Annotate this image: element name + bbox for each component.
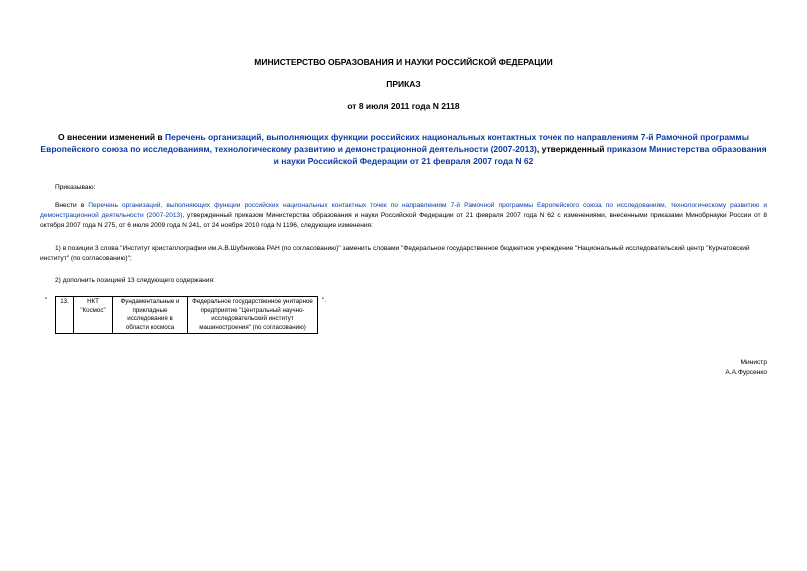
order-word: Приказываю: [55,184,96,191]
signature-name: А.А.Фурсенко [725,369,767,376]
position-table [55,296,318,334]
table-cell-number: 13. [56,297,74,334]
document-title [40,131,767,167]
title-part1: О внесении изменений в [58,132,166,142]
para1-start: Внести в [55,202,89,209]
para1-end: , утвержденный приказом Министерства образования и науки Российской Федерации от 21 февраля 2007 года N 62 с изменениями, внесенными приказами Минобрнауки России от 8 октября 2007 года N 275, от 6 июля 2009 года N 241, от 24 ноября 2010 года N 1196, следующие изменения: [40,212,768,229]
paragraph-main [40,201,767,231]
title-link-list[interactable]: Перечень организаций, выполняющих функции российских национальных контактных точек по направлениям 7-й Рамочной программы Европейского союза по исследованиям, технологическому развитию и демонстрационной деятельности (2007-2013) [40,132,749,154]
signature-title: Министр [740,359,767,366]
open-quote: " [45,297,48,304]
table-cell-direction: Фундаментальные и прикладные исследования в области космоса [113,297,188,334]
para1-link-list[interactable]: Перечень организаций, выполняющих функции российских национальных контактных точек по направлениям 7-й Рамочной программы Европейского союза по исследованиям, технологическому развитию и демонстрационной деятельности (2007-2013) [40,202,767,219]
table-row [56,297,318,334]
date-number-heading: от 8 июля 2011 года N 2118 [347,101,460,111]
close-quote: ". [322,297,327,304]
title-link-order[interactable]: приказом Министерства образования и науки Российской Федерации от 21 февраля 2007 года N 62 [273,144,767,166]
item-2: 2) дополнить позицией 13 следующего содержания: [55,277,215,284]
ministry-heading: МИНИСТЕРСТВО ОБРАЗОВАНИЯ И НАУКИ РОССИЙСКОЙ ФЕДЕРАЦИИ [254,57,553,67]
doc-type-heading: ПРИКАЗ [386,79,421,89]
table-cell-nkt: НКТ "Космос" [74,297,113,334]
item-1: 1) в позиции 3 слова "Институт кристаллографии им.А.В.Шубникова РАН (по согласованию)" заменить словами "Федеральное государственное бюджетное учреждение "Национальный исследовательский центр "Курчатовский институт" (по согласованию)"; [40,245,750,262]
signature-block [725,358,767,378]
title-part2: , утвержденный [536,144,607,154]
table-cell-organization: Федеральное государственное унитарное предприятие "Центральный научно-исследовательский институт машиностроения" (по согласованию) [188,297,318,334]
